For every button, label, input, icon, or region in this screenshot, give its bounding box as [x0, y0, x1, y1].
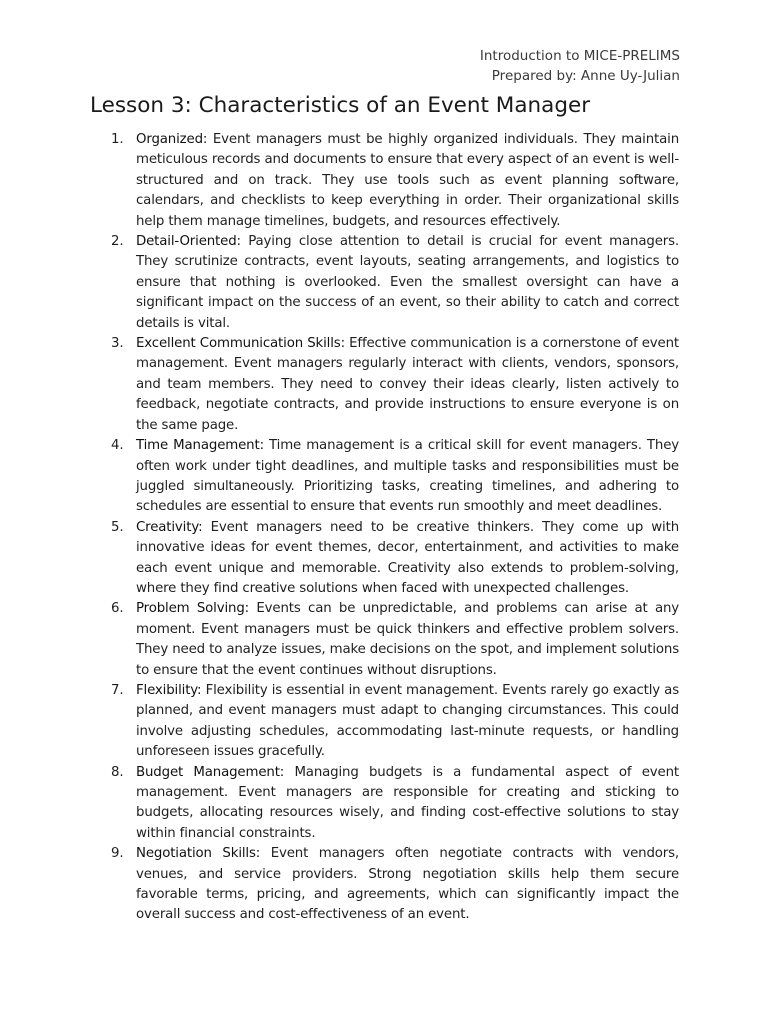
item-text: Flexibility is essential in event management. Events rarely go exactly as planned, and event managers must adapt to changing circumstances. This could involve adjusting schedules, accommodating last-minute requests, or handling unforeseen issues gracefully.	[136, 682, 680, 760]
list-item	[0, 763, 768, 845]
item-text: Events can be unpredictable, and problems can arise at any moment. Event managers must be quick thinkers and effective problem solvers. They need to analyze issues, make decisions on the spot, and implement solutions to ensure that the event continues without disruptions.	[136, 601, 680, 678]
item-text: Managing budgets is a fundamental aspect of event management. Event managers are responsible for creating and sticking to budgets, allocating resources wisely, and finding cost-effective solutions to stay within financial constraints.	[136, 764, 679, 841]
item-term: Time Management:	[136, 438, 264, 454]
item-number: 7.	[111, 682, 124, 698]
list-item	[0, 232, 768, 334]
item-term: Negotiation Skills:	[136, 846, 261, 862]
author-line: Prepared by: Anne Uy-Julian	[491, 68, 680, 84]
list-item	[0, 334, 768, 436]
list-item	[0, 599, 768, 681]
item-number: 6.	[111, 601, 124, 617]
item-term: Excellent Communication Skills:	[136, 336, 345, 352]
item-text: Event managers need to be creative thinkers. They come up with innovative ideas for event themes, decor, entertainment, and activities to make each event unique and memorable. Creativity also extends to problem-solving, where they find creative solutions when faced with unexpected challenges.	[136, 519, 679, 596]
item-number: 4.	[111, 438, 124, 454]
list-item	[0, 844, 768, 926]
lesson-title: Lesson 3: Characteristics of an Event Manager	[90, 93, 591, 118]
item-term: Organized:	[136, 132, 208, 147]
item-number: 1.	[111, 132, 124, 147]
item-number: 8.	[111, 764, 124, 780]
list-item	[0, 518, 768, 600]
item-term: Flexibility:	[136, 682, 202, 698]
item-text: Time management is a critical skill for event managers. They often work under tight deadlines, and multiple tasks and responsibilities must be juggled simultaneously. Prioritizing tasks, creating timelines, and adhering to schedules are essential to ensure that events run smoothly and meet deadlines.	[136, 438, 680, 515]
list-item	[0, 681, 768, 763]
item-term: Detail-Oriented:	[136, 234, 241, 250]
course-title: Introduction to MICE-PRELIMS	[479, 48, 680, 64]
list-item	[0, 436, 768, 518]
item-number: 2.	[111, 234, 124, 250]
item-term: Creativity:	[136, 519, 203, 535]
item-term: Problem Solving:	[136, 601, 250, 617]
list-item	[0, 130, 768, 232]
item-term: Budget Management:	[136, 764, 285, 780]
item-text: Event managers often negotiate contracts with vendors, venues, and service providers. Strong negotiation skills help them secure favorable terms, pricing, and agreements, which can significantly impact the overall success and cost-effectiveness of an event.	[136, 846, 680, 923]
document-header	[480, 46, 680, 86]
item-text: Paying close attention to detail is crucial for event managers. They scrutinize contracts, event layouts, seating arrangements, and logistics to ensure that nothing is overlooked. Even the smallest oversight can have a significant impact on the success of an event, so their ability to catch and correct details is vital.	[136, 234, 680, 331]
item-number: 3.	[111, 336, 124, 352]
characteristics-list	[0, 130, 768, 926]
item-text: Effective communication is a cornerstone of event management. Event managers regularly interact with clients, vendors, sponsors, and team members. They need to convey their ideas clearly, listen actively to feedback, negotiate contracts, and provide instructions to ensure everyone is on the same page.	[136, 336, 679, 433]
item-number: 9.	[111, 846, 124, 862]
item-text: Event managers must be highly organized individuals. They maintain meticulous records and documents to ensure that every aspect of an event is well-structured and on track. They use tools such as event planning software, calendars, and checklists to keep everything in order. Their organizational skills help them manage timelines, budgets, and resources effectively.	[136, 132, 680, 229]
item-number: 5.	[111, 519, 124, 535]
